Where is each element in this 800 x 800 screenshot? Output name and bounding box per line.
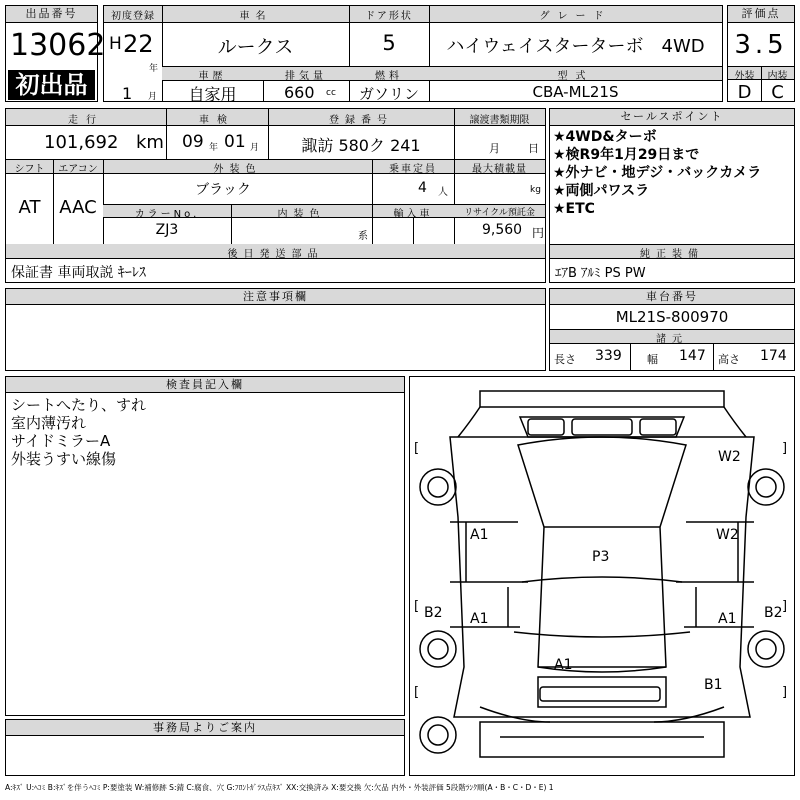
chassis-box xyxy=(549,288,795,371)
inspector-line: サイドミラーA xyxy=(11,432,111,450)
sales-point: ★ETC xyxy=(553,201,595,217)
first-listing-badge: 初出品 xyxy=(8,70,95,100)
load-label: 最大積載量 xyxy=(472,164,527,175)
aircon: AAC xyxy=(59,197,97,218)
damage-mark: A1 xyxy=(470,611,489,627)
inspection-month: 01 xyxy=(224,132,246,152)
damage-mark: B1 xyxy=(704,677,723,693)
recycle-fee: 9,560 xyxy=(482,222,523,238)
sales-point: ★4WD&ターボ xyxy=(553,129,657,145)
length: 339 xyxy=(595,348,622,364)
car-diagram xyxy=(409,376,795,776)
chassis-label: 車台番号 xyxy=(550,289,794,305)
history-label: 車歴 xyxy=(198,71,227,82)
damage-mark: A1 xyxy=(470,527,489,543)
bracket-mark: ] xyxy=(782,599,788,614)
later-parts: 保証書 車両取説 ｷｰﾚｽ xyxy=(11,265,146,281)
int-color-unit: 系 xyxy=(358,231,368,242)
transfer-label: 譲渡書類期限 xyxy=(469,115,530,126)
genuine-equipment: ｴｱB ｱﾙﾐ PS PW xyxy=(555,266,646,281)
shift: AT xyxy=(18,197,41,218)
year-unit: 年 xyxy=(149,64,159,74)
bracket-mark: [ xyxy=(414,599,420,614)
damage-mark: A1 xyxy=(718,611,737,627)
height: 174 xyxy=(760,348,787,364)
lot-number-box xyxy=(5,5,106,102)
inspection-year-unit: 年 xyxy=(209,143,219,153)
fuel: ガソリン xyxy=(358,85,419,103)
legend-text: A:ｷｽﾞ U:ﾍｺﾐ B:ｷｽﾞを伴うﾍｺﾐ P:要塗装 W:補修跡 S:錆 C:腐食、穴 G:ﾌﾛﾝﾄｶﾞﾗｽ点ｷｽﾞ XX:交換済み X:要交換 欠:欠品 内外・外装評価 5段階ﾗﾝｸ順(A・B・C・D・E) 1 xyxy=(5,783,554,792)
damage-mark: B2 xyxy=(424,605,443,621)
damage-mark: B2 xyxy=(764,605,783,621)
capacity: 4 xyxy=(418,180,427,196)
interior-label: 内装 xyxy=(767,71,788,82)
score-label: 評価点 xyxy=(728,6,794,23)
int-color-label: 内装色 xyxy=(277,209,326,220)
dims-label: 諸元 xyxy=(656,334,688,345)
sales-point: ★両側パワスラ xyxy=(553,183,650,199)
import-label: 輸入車 xyxy=(393,209,433,220)
color-no-label: カラーNo. xyxy=(134,209,200,220)
shift-label: シフト xyxy=(14,164,45,175)
recycle-unit: 円 xyxy=(532,226,545,240)
era: H xyxy=(109,34,122,54)
mileage-unit: km xyxy=(136,132,164,153)
ext-color-label: 外装色 xyxy=(213,164,262,175)
office-label: 事務局よりご案内 xyxy=(6,720,404,736)
inspector-line: 外装うすい線傷 xyxy=(11,450,117,468)
bracket-mark: [ xyxy=(414,441,420,456)
chassis-number: ML21S-800970 xyxy=(615,308,729,326)
mileage: 101,692 xyxy=(44,132,119,153)
notes-label: 注意事項欄 xyxy=(6,289,545,305)
history: 自家用 xyxy=(188,85,237,104)
first-reg-month: 1 xyxy=(122,84,133,103)
car-outline xyxy=(410,377,794,775)
width: 147 xyxy=(679,348,706,364)
inspection-label: 車検 xyxy=(199,115,235,126)
sales-points-box xyxy=(549,108,795,283)
lot-number-label: 出品番号 xyxy=(6,6,97,23)
damage-mark: P3 xyxy=(592,549,610,565)
mileage-label: 走行 xyxy=(68,115,104,126)
height-label: 高さ xyxy=(718,353,740,366)
sales-points-label: セールスポイント xyxy=(550,109,794,126)
capacity-unit: 人 xyxy=(438,187,448,198)
inspector-notes xyxy=(11,396,391,468)
bracket-mark: ] xyxy=(782,441,788,456)
color-no: ZJ3 xyxy=(155,222,179,238)
grade: ハイウェイスターターボ 4WD xyxy=(446,36,705,57)
inspection-year: 09 xyxy=(182,132,204,152)
inspection-month-unit: 月 xyxy=(250,143,260,153)
bracket-mark: ] xyxy=(782,685,788,700)
office-box xyxy=(5,719,405,776)
inspector-box xyxy=(5,376,405,716)
ext-color: ブラック xyxy=(195,182,251,198)
sales-point: ★検R9年1月29日まで xyxy=(553,147,700,163)
damage-mark: A1 xyxy=(554,657,573,673)
capacity-label: 乗車定員 xyxy=(389,164,437,175)
genuine-label: 純正装備 xyxy=(640,249,704,260)
load-unit: kg xyxy=(530,185,541,195)
aircon-label: エアコン xyxy=(58,164,98,175)
exterior-label: 外装 xyxy=(734,71,755,82)
recycle-label: リサイクル預託金 xyxy=(464,208,535,218)
score-box xyxy=(727,5,795,102)
displacement: 660 xyxy=(284,83,315,102)
first-reg-year: 22 xyxy=(123,30,154,58)
model-label: 型式 xyxy=(557,71,594,82)
model: CBA-ML21S xyxy=(532,83,619,101)
car-name-label: 車名 xyxy=(239,11,272,22)
notes-box xyxy=(5,288,546,371)
car-name: ルークス xyxy=(217,36,294,58)
detail-box xyxy=(5,108,546,283)
score: 3.5 xyxy=(734,30,788,60)
doors: 5 xyxy=(382,31,396,55)
later-parts-label: 後日発送部品 xyxy=(227,249,324,260)
first-reg-label: 初度登録 xyxy=(111,11,155,22)
plate-number: 諏訪 580ク 241 xyxy=(301,136,421,155)
lot-number: 13062 xyxy=(10,28,106,63)
displacement-label: 排気量 xyxy=(285,71,327,82)
fuel-label: 燃料 xyxy=(375,71,403,82)
inspector-line: シートへたり、すれ xyxy=(11,396,147,414)
interior-grade: C xyxy=(771,82,784,103)
transfer-day: 日 xyxy=(528,142,539,155)
month-unit: 月 xyxy=(148,92,158,102)
width-label: 幅 xyxy=(647,353,658,366)
doors-label: ドア形状 xyxy=(365,11,413,22)
length-label: 長さ xyxy=(554,353,576,366)
sales-point: ★外ナビ・地デジ・バックカメラ xyxy=(553,165,762,181)
vehicle-info-box xyxy=(103,5,723,102)
damage-mark: W2 xyxy=(716,527,739,543)
bracket-mark: [ xyxy=(414,685,420,700)
plate-label: 登録番号 xyxy=(329,115,393,126)
transfer-month: 月 xyxy=(489,142,500,155)
damage-mark: W2 xyxy=(718,449,741,465)
sales-points-list xyxy=(553,128,793,218)
grade-label: グレード xyxy=(539,11,612,22)
inspector-line: 室内薄汚れ xyxy=(11,414,87,432)
inspector-label: 検査員記入欄 xyxy=(6,377,404,393)
displacement-unit: cc xyxy=(326,88,336,98)
exterior-grade: D xyxy=(737,82,752,103)
